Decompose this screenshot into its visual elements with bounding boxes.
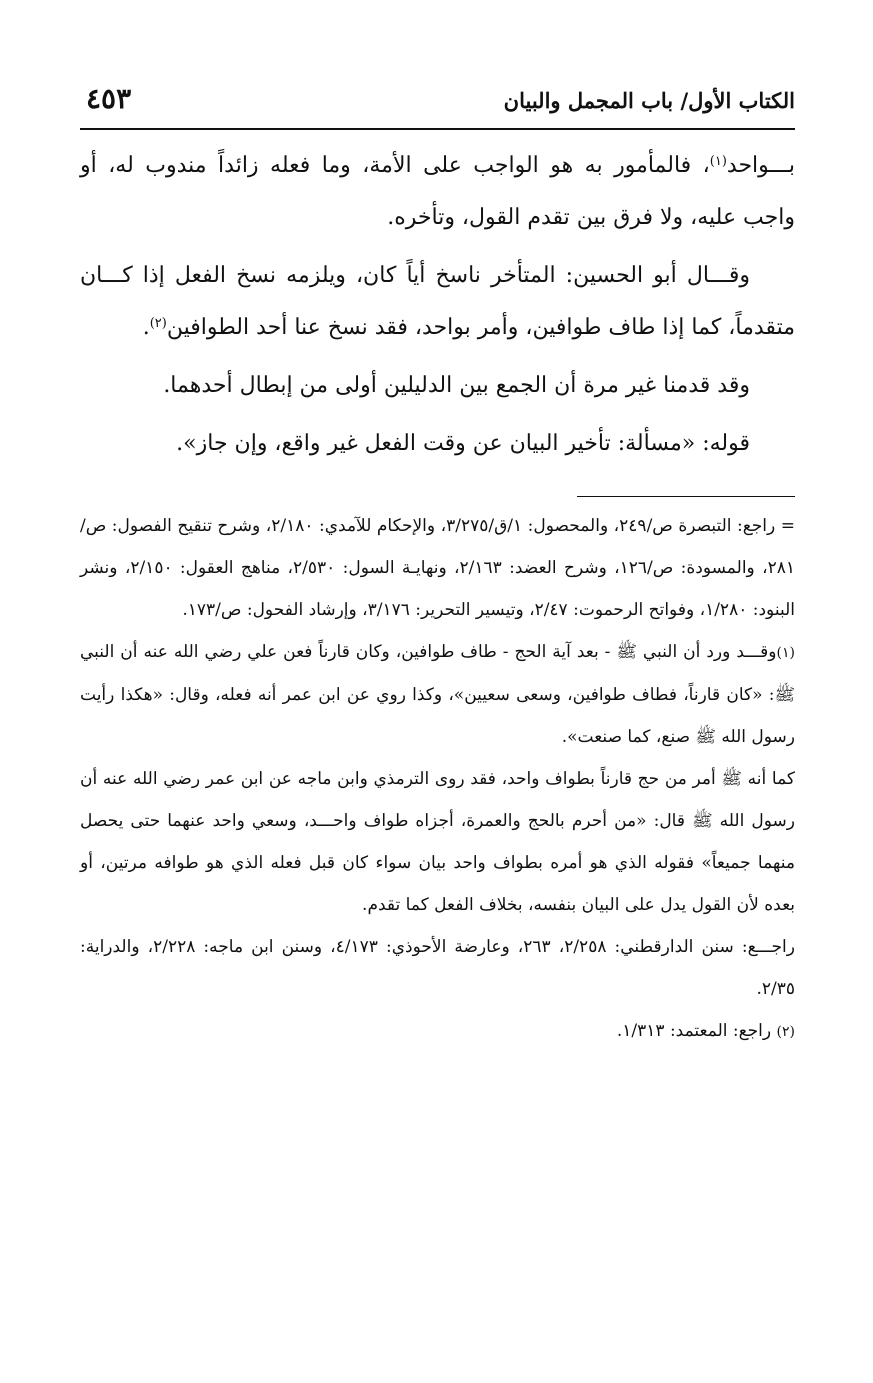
paragraph-2-end: . xyxy=(142,315,150,340)
footnote-separator xyxy=(577,496,795,497)
running-header xyxy=(80,80,795,130)
page-number: ٤٥٣ xyxy=(86,82,132,115)
paragraph-2 xyxy=(80,250,795,354)
paragraph-4: قوله: «مسألة: تأخير البيان عن وقت الفعل غير واقع، وإن جاز». xyxy=(176,431,750,456)
paragraph-3: وقد قدمنا غير مرة أن الجمع بين الدليلين أولى من إبطال أحدهما. xyxy=(163,373,750,398)
header-title: الكتاب الأول/ باب المجمل والبيان xyxy=(503,88,795,113)
footnote-2-text: راجع: المعتمد: ١/٣١٣. xyxy=(616,1021,772,1041)
footnotes xyxy=(80,505,795,1053)
footnote-1-part-2: كما أنه ﷺ أمر من حج قارناً بطواف واحد، فقد روى الترمذي وابن ماجه عن ابن عمر رضي الله عنه أن رسول الله ﷺ قال: «من أحرم بالحج والعمرة، أجزاه طواف واحـــد، وسعي واحد عنهما حتى يحصل منهما جميعاً» فقوله الذي هو أمره بطواف واحد بيان سواء كان قبل فعله الذي هو طوافه مرتين، أو بعده لأن القول يدل على البيان بنفسه، بخلاف الفعل كما تقدم. xyxy=(80,769,795,915)
main-text xyxy=(80,140,795,470)
book-page xyxy=(80,80,795,1053)
footnote-ref-2: (٢) xyxy=(149,316,167,331)
paragraph-1 xyxy=(80,140,795,244)
footnote-1-number: (١) xyxy=(776,645,795,661)
paragraph-1-start: بـــواحد xyxy=(726,153,795,178)
footnote-1-text: وقـــد ورد أن النبي ﷺ - بعد آية الحج - طاف طوافين، وكان قارناً فعن علي رضي الله عنه أن النبي ﷺ: «كان قارناً، فطاف طوافين، وسعى سعيين»، وكذا روي عن ابن عمر أنه فعله، وقال: «هكذا رأيت رسول الله ﷺ صنع، كما صنعت». xyxy=(80,642,795,747)
paragraph-1-rest: ، فالمأمور به هو الواجب على الأمة، وما فعله زائداً مندوب له، أو واجب عليه، ولا فرق بين تقدم القول، وتأخره. xyxy=(80,153,795,230)
footnote-ref-1: (١) xyxy=(709,154,727,169)
paragraph-2-text: وقـــال أبو الحسين: المتأخر ناسخ أياً كان، ويلزمه نسخ الفعل إذا كـــان متقدماً، كما إذا طاف طوافين، وأمر بواحد، فقد نسخ عنا أحد الطوافين xyxy=(80,263,795,340)
footnote-2 xyxy=(80,1010,795,1053)
footnote-1-references: راجـــع: سنن الدارقطني: ٢/٢٥٨، ٢٦٣، وعارضة الأحوذي: ٤/١٧٣، وسنن ابن ماجه: ٢/٢٢٨، والدراية: ٢/٣٥. xyxy=(80,937,795,999)
footnote-continued: = راجع: التبصرة ص/٢٤٩، والمحصول: ١/ق/٣/٢٧٥، والإحكام للآمدي: ٢/١٨٠، وشرح تنقيح الفصول: ص/٢٨١، والمسودة: ص/١٢٦، وشرح العضد: ٢/١٦٣، ونهايـة السول: ٢/٥٣٠، مناهج العقول: ٢/١٥٠، ونشر البنود: ١/٢٨٠، وفواتح الرحموت: ٢/٤٧، وتيسير التحرير: ٣/١٧٦، وإرشاد الفحول: ص/١٧٣. xyxy=(80,516,795,620)
footnote-2-number: (٢) xyxy=(776,1024,795,1040)
footnote-1 xyxy=(80,631,795,758)
